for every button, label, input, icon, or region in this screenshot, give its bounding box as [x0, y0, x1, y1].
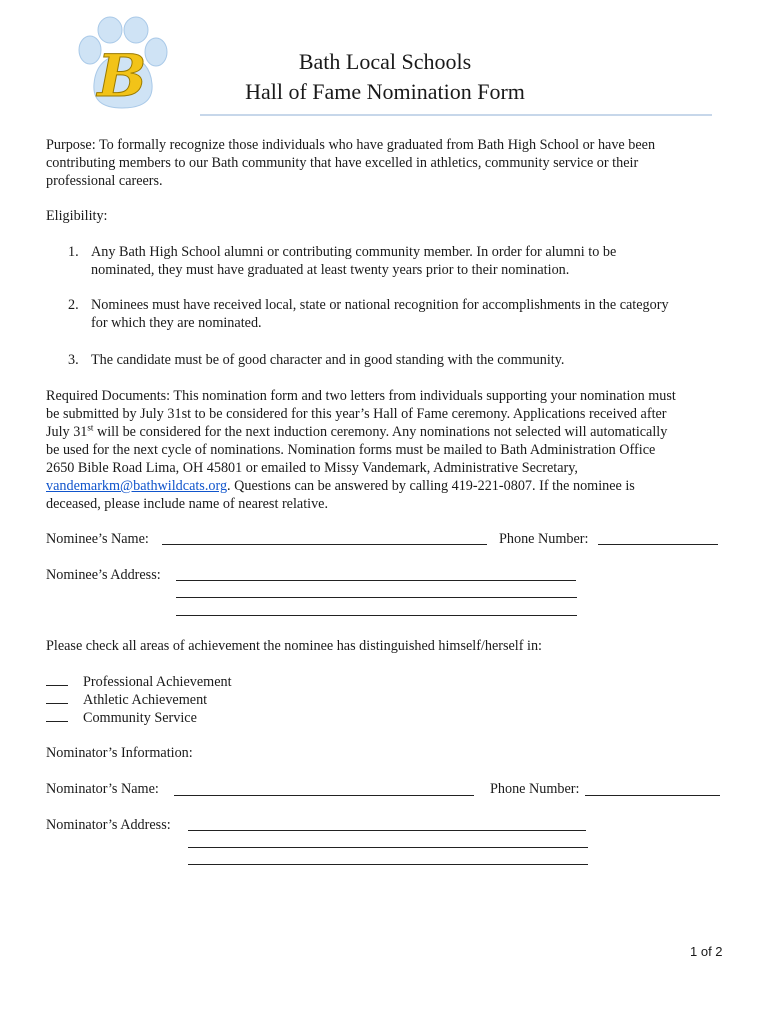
required-line4: be used for the next cycle of nominations. Nomination forms must be mailed to Bath Administration Office: [46, 442, 656, 458]
eligibility-item-3-line1: The candidate must be of good character and in good standing with the community.: [91, 352, 565, 368]
nominator-name-field[interactable]: [174, 795, 474, 796]
logo-letter: B: [97, 42, 147, 110]
required-line2: be submitted by July 31st to be considered for this year’s Hall of Fame ceremony. Applications received after: [46, 406, 667, 422]
title-divider: [200, 114, 712, 116]
eligibility-num-2: 2.: [68, 297, 79, 313]
achievement-option-athletic[interactable]: [46, 691, 736, 709]
checkbox-blank[interactable]: [46, 673, 68, 686]
checkbox-blank[interactable]: [46, 709, 68, 722]
eligibility-heading: Eligibility:: [46, 208, 108, 224]
nominee-address-label: Nominee’s Address:: [46, 567, 161, 583]
nominator-address-line-1[interactable]: [188, 830, 586, 831]
nominator-phone-label: Phone Number:: [490, 781, 580, 797]
contact-email-link[interactable]: vandemarkm@bathwildcats.org: [46, 478, 228, 494]
purpose-line1: Purpose: To formally recognize those individuals who have graduated from Bath High School or have been: [46, 137, 656, 153]
required-line5: 2650 Bible Road Lima, OH 45801 or emailed to Missy Vandemark, Administrative Secretary,: [46, 460, 578, 476]
eligibility-item-1-line1: Any Bath High School alumni or contributing community member. In order for alumni to be: [91, 244, 617, 260]
nominator-address-label: Nominator’s Address:: [46, 817, 171, 833]
achievement-option-label: Athletic Achievement: [83, 692, 208, 708]
required-line3-post: will be considered for the next induction ceremony. Any nominations not selected will automatically: [93, 424, 668, 440]
required-line7: deceased, please include name of nearest relative.: [46, 496, 329, 512]
school-logo: [72, 14, 172, 114]
achievement-option-professional[interactable]: [46, 673, 736, 691]
page-title-line2: Hall of Fame Nomination Form: [245, 79, 525, 104]
achievement-prompt: Please check all areas of achievement the nominee has distinguished himself/herself in:: [46, 638, 543, 654]
nominator-address-line-3[interactable]: [188, 864, 588, 865]
nominee-address-line-3[interactable]: [176, 615, 577, 616]
required-line6-post: . Questions can be answered by calling 419-221-0807. If the nominee is: [227, 478, 635, 494]
nominator-heading: Nominator’s Information:: [46, 745, 193, 761]
nominee-name-label: Nominee’s Name:: [46, 531, 149, 547]
nominee-address-line-1[interactable]: [176, 580, 576, 581]
required-line6: [46, 477, 736, 495]
nominee-name-field[interactable]: [162, 544, 487, 545]
nominee-address-line-2[interactable]: [176, 597, 577, 598]
nominator-address-line-2[interactable]: [188, 847, 588, 848]
checkbox-blank[interactable]: [46, 691, 68, 704]
eligibility-item-2-line1: Nominees must have received local, state or national recognition for accomplishments in the category: [91, 297, 669, 313]
page-title-line1: Bath Local Schools: [298, 49, 472, 74]
achievement-option-label: Professional Achievement: [83, 674, 232, 690]
nominee-phone-label: Phone Number:: [499, 531, 589, 547]
eligibility-num-1: 1.: [68, 244, 79, 260]
page-number: 1 of 2: [690, 944, 723, 959]
required-line3-pre: July 31: [46, 424, 88, 440]
nominee-phone-field[interactable]: [598, 544, 718, 545]
eligibility-num-3: 3.: [68, 352, 79, 368]
achievement-option-label: Community Service: [83, 710, 197, 726]
purpose-line2: contributing members to our Bath community that have excelled in athletics, community service or their: [46, 155, 639, 171]
eligibility-item-2-line2: for which they are nominated.: [91, 315, 262, 331]
required-line3-sup: st: [87, 422, 94, 433]
nominator-name-label: Nominator’s Name:: [46, 781, 159, 797]
required-line1: Required Documents: This nomination form and two letters from individuals supporting your nomination must: [46, 388, 676, 404]
nominator-phone-field[interactable]: [585, 795, 720, 796]
purpose-line3: professional careers.: [46, 173, 163, 189]
achievement-option-community[interactable]: [46, 709, 736, 727]
required-line3: [46, 423, 736, 441]
eligibility-item-1-line2: nominated, they must have graduated at least twenty years prior to their nomination.: [91, 262, 570, 278]
